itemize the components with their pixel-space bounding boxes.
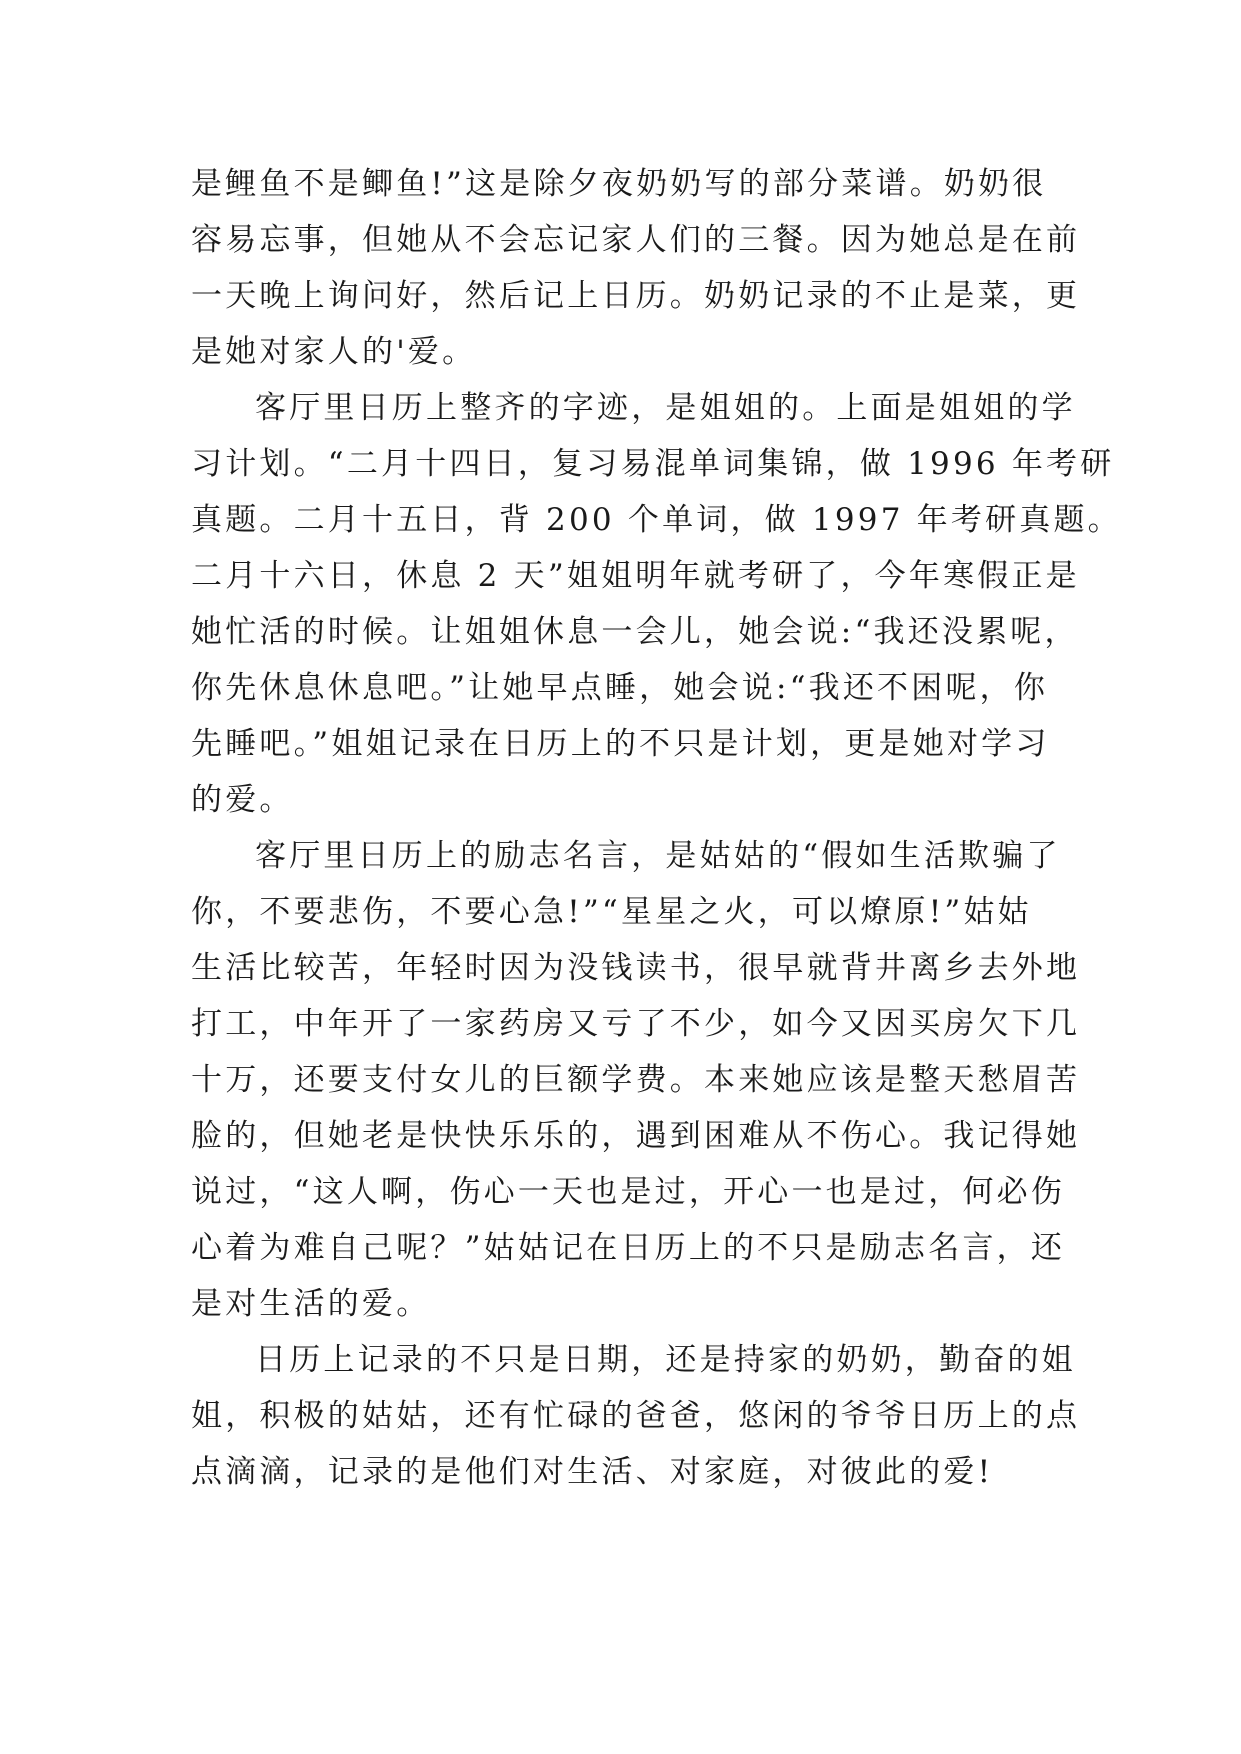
text-line: 习计划。“二月十四日，复习易混单词集锦，做 1996 年考研 <box>191 446 1115 482</box>
text-line: 先睡吧。”姐姐记录在日历上的不只是计划，更是她对学习 <box>191 726 1050 762</box>
text-line: 她忙活的时候。让姐姐休息一会儿，她会说:“我还没累呢， <box>191 614 1079 650</box>
paragraph <box>191 1332 1081 1500</box>
text-line: 真题。二月十五日，背 200 个单词，做 1997 年考研真题。 <box>191 502 1122 538</box>
text-line: 是对生活的爱。 <box>191 1286 431 1322</box>
text-line: 客厅里日历上的励志名言，是姑姑的“假如生活欺骗了 <box>255 838 1061 874</box>
text-line: 十万，还要支付女儿的巨额学费。本来她应该是整天愁眉苦 <box>191 1062 1081 1098</box>
text-line: 说过，“这人啊，伤心一天也是过，开心一也是过，何必伤 <box>191 1174 1066 1210</box>
text-line: 的爱。 <box>191 782 294 818</box>
text-line: 打工，中年开了一家药房又亏了不少，如今又因买房欠下几 <box>191 1006 1081 1042</box>
text-line: 容易忘事，但她从不会忘记家人们的三餐。因为她总是在前 <box>191 222 1081 258</box>
text-line: 生活比较苦，年轻时因为没钱读书，很早就背井离乡去外地 <box>191 950 1081 986</box>
text-line: 脸的，但她老是快快乐乐的，遇到困难从不伤心。我记得她 <box>191 1118 1081 1154</box>
text-line: 是她对家人的'爱。 <box>191 334 477 370</box>
text-line: 心着为难自己呢？”姑姑记在日历上的不只是励志名言，还 <box>191 1230 1066 1266</box>
text-line: 日历上记录的不只是日期，还是持家的奶奶，勤奋的姐 <box>255 1342 1076 1378</box>
text-line: 你先休息休息吧。”让她早点睡，她会说:“我还不困呢，你 <box>191 670 1049 706</box>
article-body <box>191 156 1122 1500</box>
text-line: 姐，积极的姑姑，还有忙碌的爸爸，悠闲的爷爷日历上的点 <box>191 1398 1081 1434</box>
text-line: 是鲤鱼不是鲫鱼!”这是除夕夜奶奶写的部分菜谱。奶奶很 <box>191 166 1047 202</box>
text-line: 点滴滴，记录的是他们对生活、对家庭，对彼此的爱! <box>191 1454 994 1490</box>
text-line: 客厅里日历上整齐的字迹，是姐姐的。上面是姐姐的学 <box>255 390 1076 426</box>
text-line: 你，不要悲伤，不要心急!”“星星之火，可以燎原!”姑姑 <box>191 894 1032 930</box>
paragraph <box>191 380 1122 828</box>
text-line: 一天晚上询问好，然后记上日历。奶奶记录的不止是菜，更 <box>191 278 1081 314</box>
paragraph <box>191 828 1081 1332</box>
paragraph <box>191 156 1081 380</box>
text-line: 二月十六日，休息 2 天”姐姐明年就考研了，今年寒假正是 <box>191 558 1080 594</box>
